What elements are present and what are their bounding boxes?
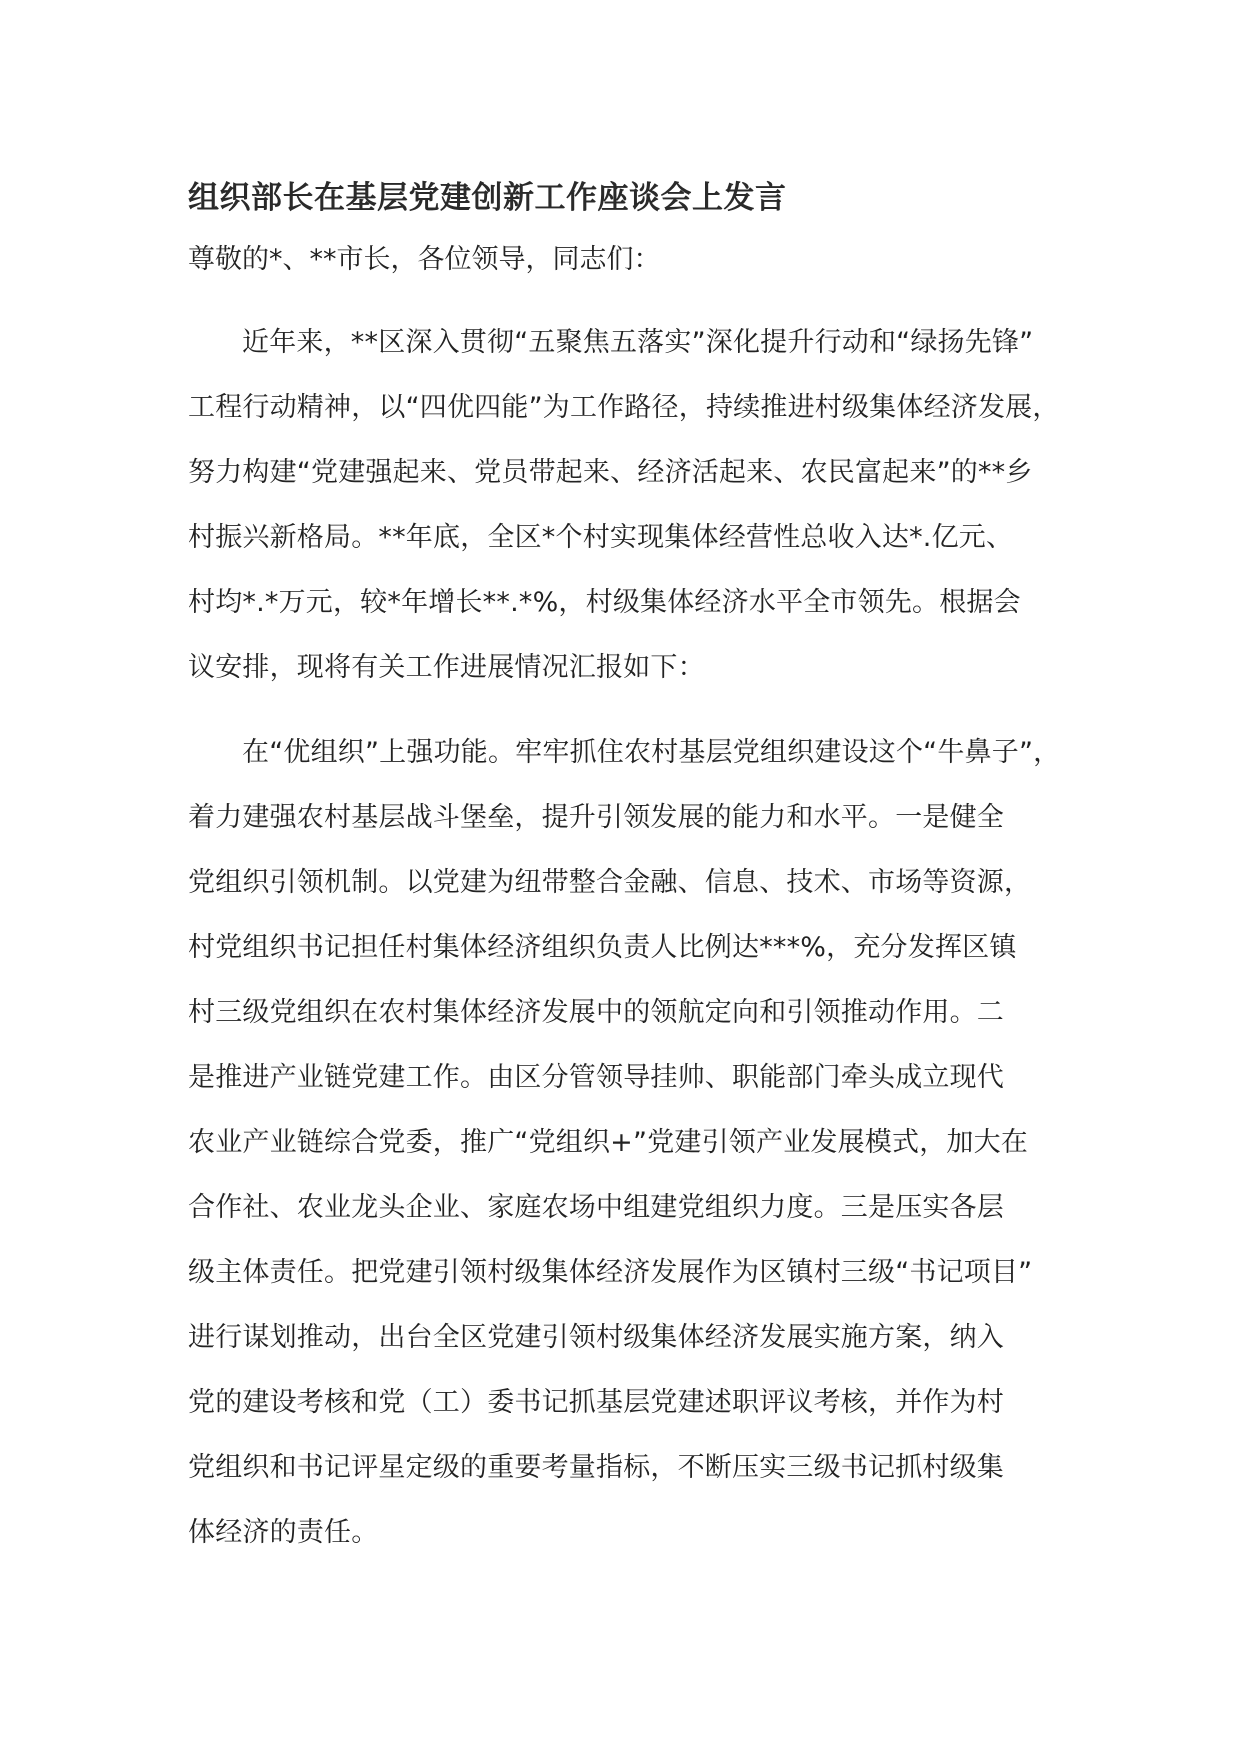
paragraph-line: 党组织引领机制。以党建为纽带整合金融、信息、技术、市场等资源， xyxy=(188,867,1032,898)
paragraph-line: 村均*.*万元，较*年增长**.*%，村级集体经济水平全市领先。根据会 xyxy=(188,587,1021,618)
paragraph-line: 在“优组织”上强功能。牢牢抓住农村基层党组织建设这个“牛鼻子”， xyxy=(242,737,1061,768)
paragraph-line: 工程行动精神，以“四优四能”为工作路径，持续推进村级集体经济发展， xyxy=(188,392,1060,423)
document-title: 组织部长在基层党建创新工作座谈会上发言 xyxy=(188,180,787,216)
paragraph-organization xyxy=(188,720,1068,1565)
salutation: 尊敬的*、**市长，各位领导，同志们： xyxy=(188,244,661,275)
paragraph-line: 进行谋划推动，出台全区党建引领村级集体经济发展实施方案，纳入 xyxy=(188,1322,1004,1353)
paragraph-line: 村三级党组织在农村集体经济发展中的领航定向和引领推动作用。二 xyxy=(188,997,1004,1028)
paragraph-line: 合作社、农业龙头企业、家庭农场中组建党组织力度。三是压实各层 xyxy=(188,1192,1004,1223)
paragraph-line: 村振兴新格局。**年底，全区*个村实现集体经营性总收入达*.亿元、 xyxy=(188,522,1014,553)
paragraph-line: 着力建强农村基层战斗堡垒，提升引领发展的能力和水平。一是健全 xyxy=(188,802,1004,833)
paragraph-line: 党组织和书记评星定级的重要考量指标，不断压实三级书记抓村级集 xyxy=(188,1452,1004,1483)
paragraph-line: 农业产业链综合党委，推广“党组织+”党建引领产业发展模式，加大在 xyxy=(188,1127,1028,1158)
paragraph-line: 级主体责任。把党建引领村级集体经济发展作为区镇村三级“书记项目” xyxy=(188,1257,1033,1288)
paragraph-line: 努力构建“党建强起来、党员带起来、经济活起来、农民富起来”的**乡 xyxy=(188,457,1033,488)
paragraph-intro xyxy=(188,310,1068,700)
paragraph-line: 是推进产业链党建工作。由区分管领导挂帅、职能部门牵头成立现代 xyxy=(188,1062,1004,1093)
paragraph-line: 村党组织书记担任村集体经济组织负责人比例达***%，充分发挥区镇 xyxy=(188,932,1017,963)
paragraph-line: 体经济的责任。 xyxy=(188,1517,379,1548)
paragraph-line: 党的建设考核和党（工）委书记抓基层党建述职评议考核，并作为村 xyxy=(188,1387,1004,1418)
paragraph-line: 近年来，**区深入贯彻“五聚焦五落实”深化提升行动和“绿扬先锋” xyxy=(242,327,1034,358)
paragraph-line: 议安排，现将有关工作进展情况汇报如下： xyxy=(188,652,705,683)
